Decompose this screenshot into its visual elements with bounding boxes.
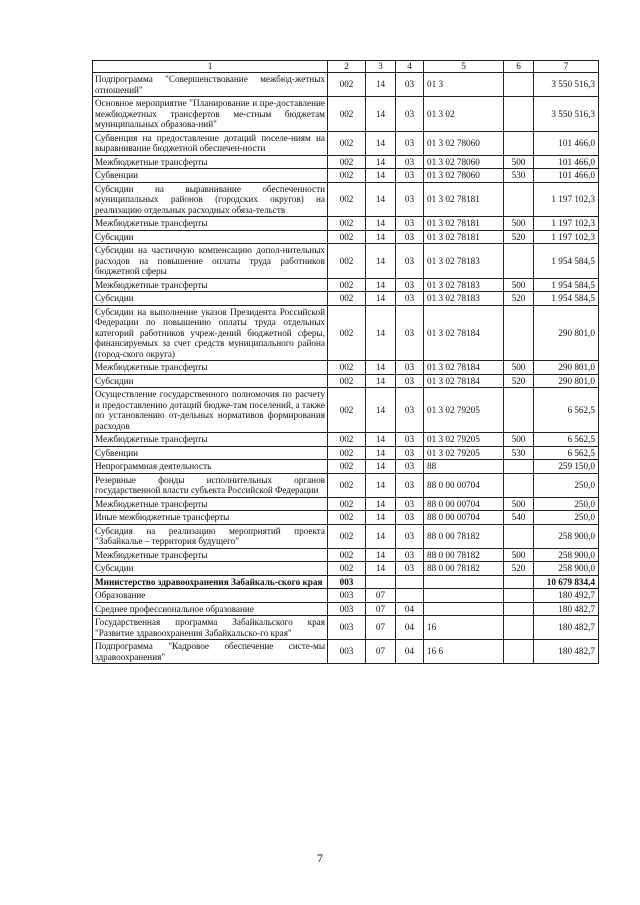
- cell-subsection: 03: [396, 524, 424, 548]
- cell-section: 14: [366, 182, 396, 217]
- cell-ministry-code: 002: [328, 562, 366, 576]
- cell-ministry-code: 002: [328, 73, 366, 97]
- cell-name: Среднее профессиональное образование: [93, 602, 328, 616]
- cell-ministry-code: 002: [328, 244, 366, 279]
- cell-amount: 250,0: [534, 497, 599, 511]
- cell-subsection: 03: [396, 217, 424, 231]
- table-row: [93, 640, 599, 664]
- cell-amount: 1 954 584,5: [534, 292, 599, 306]
- cell-ministry-code: 002: [328, 361, 366, 375]
- cell-amount: 250,0: [534, 473, 599, 497]
- cell-name: Субсидии на выравнивание обеспеченности муниципальных районов (городских округов) на реализацию отдельных расходных обяза-тельств: [93, 182, 328, 217]
- cell-ministry-code: 002: [328, 433, 366, 447]
- cell-target-article: 88 0 00 78182: [424, 548, 504, 562]
- cell-ministry-code: 002: [328, 278, 366, 292]
- cell-ministry-code: 002: [328, 511, 366, 525]
- cell-target-article: 88 0 00 00704: [424, 497, 504, 511]
- table-body: [93, 73, 599, 664]
- cell-expense-type: 540: [504, 511, 534, 525]
- cell-section: 14: [366, 97, 396, 132]
- cell-target-article: 01 3 02 78184: [424, 305, 504, 361]
- cell-subsection: 03: [396, 548, 424, 562]
- cell-amount: 1 197 102,3: [534, 217, 599, 231]
- table-row: [93, 473, 599, 497]
- cell-amount: 180 482,7: [534, 602, 599, 616]
- cell-name: Осуществление государственного полномочия по расчету и предоставлению дотаций бюдже-там поселений, а также по установлению от-дельных нормативов формирования расходов: [93, 388, 328, 433]
- cell-target-article: 01 3 02 79205: [424, 433, 504, 447]
- cell-expense-type: [504, 473, 534, 497]
- cell-section: 14: [366, 169, 396, 183]
- cell-expense-type: [504, 616, 534, 640]
- cell-amount: 1 197 102,3: [534, 230, 599, 244]
- cell-target-article: 01 3 02 78181: [424, 182, 504, 217]
- cell-name: Межбюджетные трансферты: [93, 361, 328, 375]
- cell-ministry-code: 002: [328, 169, 366, 183]
- cell-amount: 3 550 516,3: [534, 73, 599, 97]
- cell-ministry-code: 002: [328, 230, 366, 244]
- cell-target-article: 01 3 02 78060: [424, 169, 504, 183]
- cell-expense-type: [504, 460, 534, 474]
- cell-name: Субсидии: [93, 230, 328, 244]
- cell-section: 14: [366, 497, 396, 511]
- cell-subsection: 03: [396, 473, 424, 497]
- cell-ministry-code: 002: [328, 473, 366, 497]
- cell-target-article: 01 3 02 78184: [424, 374, 504, 388]
- table-row: [93, 131, 599, 155]
- cell-ministry-code: 002: [328, 524, 366, 548]
- cell-name: Субсидии: [93, 374, 328, 388]
- cell-name: Субвенции: [93, 446, 328, 460]
- cell-name: Субсидии на выполнение указов Президента Российской Федерации по повышению оплаты труда отдельных категорий работников учреж-дений бюджетной сферы, финансируемых за счет средств муниципального района (город-ского округа): [93, 305, 328, 361]
- cell-expense-type: 500: [504, 155, 534, 169]
- cell-name: Непрограммная деятельность: [93, 460, 328, 474]
- cell-target-article: 16: [424, 616, 504, 640]
- cell-expense-type: [504, 575, 534, 589]
- cell-section: 07: [366, 616, 396, 640]
- cell-name: Государственная программа Забайкальского края "Развитие здравоохранения Забайкальско-го края": [93, 616, 328, 640]
- cell-amount: 180 482,7: [534, 616, 599, 640]
- cell-target-article: 01 3 02 78181: [424, 230, 504, 244]
- cell-section: 14: [366, 446, 396, 460]
- cell-subsection: 03: [396, 511, 424, 525]
- cell-ministry-code: 003: [328, 616, 366, 640]
- cell-name: Субвенция на предоставление дотаций поселе-ниям на выравнивание бюджетной обеспечен-ности: [93, 131, 328, 155]
- cell-ministry-code: 002: [328, 131, 366, 155]
- cell-expense-type: [504, 589, 534, 603]
- cell-section: 14: [366, 361, 396, 375]
- cell-name: Межбюджетные трансферты: [93, 278, 328, 292]
- table-row: [93, 217, 599, 231]
- table-header-row: [93, 61, 599, 73]
- header-col-1: 1: [93, 61, 328, 73]
- cell-amount: 1 954 584,5: [534, 244, 599, 279]
- cell-amount: 250,0: [534, 511, 599, 525]
- cell-subsection: 03: [396, 497, 424, 511]
- cell-section: 14: [366, 524, 396, 548]
- cell-target-article: 01 3 02 78183: [424, 292, 504, 306]
- cell-target-article: [424, 589, 504, 603]
- cell-name: Резервные фонды исполнительных органов государственной власти субъекта Российской Федерации: [93, 473, 328, 497]
- cell-ministry-code: 002: [328, 374, 366, 388]
- cell-name: Межбюджетные трансферты: [93, 217, 328, 231]
- cell-amount: 258 900,0: [534, 562, 599, 576]
- cell-name: Межбюджетные трансферты: [93, 497, 328, 511]
- cell-section: 14: [366, 155, 396, 169]
- cell-name: Субсидии на частичную компенсацию допол-нительных расходов на повышение оплаты труда работников бюджетной сферы: [93, 244, 328, 279]
- cell-amount: 180 482,7: [534, 640, 599, 664]
- cell-expense-type: [504, 131, 534, 155]
- table-row: [93, 388, 599, 433]
- table-row: [93, 182, 599, 217]
- cell-amount: 290 801,0: [534, 305, 599, 361]
- table-row: [93, 73, 599, 97]
- cell-amount: 258 900,0: [534, 524, 599, 548]
- cell-ministry-code: 002: [328, 388, 366, 433]
- cell-target-article: 01 3: [424, 73, 504, 97]
- cell-name: Подпрограмма "Кадровое обеспечение систе-мы здравоохранения": [93, 640, 328, 664]
- cell-subsection: 04: [396, 640, 424, 664]
- cell-amount: 259 150,0: [534, 460, 599, 474]
- cell-subsection: 03: [396, 97, 424, 132]
- cell-amount: 6 562,5: [534, 433, 599, 447]
- cell-amount: 101 466,0: [534, 169, 599, 183]
- cell-subsection: 03: [396, 73, 424, 97]
- cell-section: 07: [366, 640, 396, 664]
- cell-subsection: 03: [396, 305, 424, 361]
- cell-name: Субсидии: [93, 562, 328, 576]
- cell-name: Межбюджетные трансферты: [93, 433, 328, 447]
- cell-expense-type: [504, 640, 534, 664]
- table-row: [93, 230, 599, 244]
- cell-ministry-code: 003: [328, 589, 366, 603]
- cell-section: 14: [366, 292, 396, 306]
- table-row: [93, 589, 599, 603]
- cell-section: 14: [366, 131, 396, 155]
- table-row: [93, 305, 599, 361]
- cell-expense-type: [504, 524, 534, 548]
- table-row: [93, 97, 599, 132]
- cell-target-article: 01 3 02 78183: [424, 278, 504, 292]
- cell-target-article: 01 3 02 78183: [424, 244, 504, 279]
- cell-target-article: [424, 602, 504, 616]
- cell-amount: 6 562,5: [534, 446, 599, 460]
- cell-expense-type: 500: [504, 497, 534, 511]
- cell-subsection: 03: [396, 230, 424, 244]
- cell-amount: 258 900,0: [534, 548, 599, 562]
- cell-section: 14: [366, 230, 396, 244]
- cell-name: Иные межбюджетные трансферты: [93, 511, 328, 525]
- cell-section: 14: [366, 388, 396, 433]
- table-row: [93, 511, 599, 525]
- header-col-3: 3: [366, 61, 396, 73]
- cell-subsection: 03: [396, 292, 424, 306]
- cell-ministry-code: 002: [328, 446, 366, 460]
- cell-section: [366, 575, 396, 589]
- header-col-5: 5: [424, 61, 504, 73]
- cell-expense-type: 530: [504, 169, 534, 183]
- cell-target-article: 16 6: [424, 640, 504, 664]
- cell-ministry-code: 002: [328, 460, 366, 474]
- cell-ministry-code: 002: [328, 155, 366, 169]
- cell-ministry-code: 003: [328, 602, 366, 616]
- cell-subsection: 04: [396, 602, 424, 616]
- cell-expense-type: 520: [504, 562, 534, 576]
- cell-name: Межбюджетные трансферты: [93, 548, 328, 562]
- cell-expense-type: 520: [504, 292, 534, 306]
- header-col-4: 4: [396, 61, 424, 73]
- cell-subsection: [396, 589, 424, 603]
- cell-ministry-code: 002: [328, 548, 366, 562]
- cell-target-article: 88 0 00 78182: [424, 524, 504, 548]
- cell-amount: 290 801,0: [534, 374, 599, 388]
- cell-name: Министерство здравоохранения Забайкаль-ского края: [93, 575, 328, 589]
- header-col-6: 6: [504, 61, 534, 73]
- table-row: [93, 602, 599, 616]
- cell-target-article: 01 3 02: [424, 97, 504, 132]
- cell-name: Межбюджетные трансферты: [93, 155, 328, 169]
- cell-name: Образование: [93, 589, 328, 603]
- header-col-2: 2: [328, 61, 366, 73]
- table-row: [93, 169, 599, 183]
- cell-target-article: 01 3 02 78184: [424, 361, 504, 375]
- cell-subsection: 04: [396, 616, 424, 640]
- cell-expense-type: [504, 388, 534, 433]
- cell-target-article: 01 3 02 78060: [424, 155, 504, 169]
- cell-amount: 1 954 584,5: [534, 278, 599, 292]
- page-number: 7: [317, 851, 323, 865]
- cell-subsection: 03: [396, 374, 424, 388]
- table-row: [93, 155, 599, 169]
- cell-amount: 180 492,7: [534, 589, 599, 603]
- table-row: [93, 446, 599, 460]
- cell-ministry-code: 002: [328, 217, 366, 231]
- cell-ministry-code: 002: [328, 182, 366, 217]
- cell-target-article: 01 3 02 79205: [424, 388, 504, 433]
- cell-subsection: [396, 575, 424, 589]
- cell-ministry-code: 002: [328, 292, 366, 306]
- cell-subsection: 03: [396, 460, 424, 474]
- cell-subsection: 03: [396, 361, 424, 375]
- cell-section: 14: [366, 278, 396, 292]
- cell-expense-type: 530: [504, 446, 534, 460]
- cell-ministry-code: 003: [328, 575, 366, 589]
- table-row: [93, 575, 599, 589]
- cell-expense-type: [504, 182, 534, 217]
- table-row: [93, 548, 599, 562]
- cell-section: 14: [366, 562, 396, 576]
- cell-expense-type: 500: [504, 361, 534, 375]
- cell-subsection: 03: [396, 388, 424, 433]
- table-row: [93, 497, 599, 511]
- cell-subsection: 03: [396, 155, 424, 169]
- budget-table: [92, 60, 599, 664]
- cell-target-article: 01 3 02 79205: [424, 446, 504, 460]
- table-row: [93, 244, 599, 279]
- cell-section: 14: [366, 244, 396, 279]
- cell-section: 14: [366, 548, 396, 562]
- cell-name: Субсидии: [93, 292, 328, 306]
- cell-section: 14: [366, 473, 396, 497]
- table-row: [93, 278, 599, 292]
- table-row: [93, 616, 599, 640]
- cell-target-article: 01 3 02 78060: [424, 131, 504, 155]
- cell-subsection: 03: [396, 169, 424, 183]
- table-row: [93, 292, 599, 306]
- cell-section: 14: [366, 305, 396, 361]
- table-row: [93, 433, 599, 447]
- cell-section: 07: [366, 589, 396, 603]
- cell-section: 14: [366, 73, 396, 97]
- cell-ministry-code: 003: [328, 640, 366, 664]
- header-col-7: 7: [534, 61, 599, 73]
- cell-amount: 3 550 516,3: [534, 97, 599, 132]
- cell-section: 14: [366, 460, 396, 474]
- cell-subsection: 03: [396, 562, 424, 576]
- cell-target-article: 88 0 00 00704: [424, 511, 504, 525]
- cell-target-article: [424, 575, 504, 589]
- cell-amount: 101 466,0: [534, 131, 599, 155]
- cell-expense-type: [504, 73, 534, 97]
- cell-expense-type: 500: [504, 278, 534, 292]
- cell-subsection: 03: [396, 244, 424, 279]
- cell-expense-type: 500: [504, 433, 534, 447]
- cell-subsection: 03: [396, 433, 424, 447]
- cell-subsection: 03: [396, 131, 424, 155]
- table-row: [93, 361, 599, 375]
- cell-subsection: 03: [396, 182, 424, 217]
- cell-target-article: 88 0 00 78182: [424, 562, 504, 576]
- cell-section: 14: [366, 374, 396, 388]
- cell-amount: 10 679 834,4: [534, 575, 599, 589]
- cell-name: Основное мероприятие "Планирование и пре-доставление межбюджетных трансфертов ме-стным бюджетам муниципальных образова-ний": [93, 97, 328, 132]
- cell-section: 14: [366, 433, 396, 447]
- cell-expense-type: [504, 305, 534, 361]
- cell-target-article: 01 3 02 78181: [424, 217, 504, 231]
- cell-ministry-code: 002: [328, 97, 366, 132]
- cell-target-article: 88: [424, 460, 504, 474]
- cell-section: 14: [366, 217, 396, 231]
- cell-ministry-code: 002: [328, 497, 366, 511]
- cell-expense-type: 500: [504, 548, 534, 562]
- cell-amount: 290 801,0: [534, 361, 599, 375]
- cell-name: Подпрограмма "Совершенствование межбюд-жетных отношений": [93, 73, 328, 97]
- cell-subsection: 03: [396, 278, 424, 292]
- cell-ministry-code: 002: [328, 305, 366, 361]
- cell-amount: 6 562,5: [534, 388, 599, 433]
- cell-expense-type: 500: [504, 217, 534, 231]
- cell-expense-type: [504, 97, 534, 132]
- cell-name: Субсидия на реализацию мероприятий проекта "Забайкалье – территория будущего": [93, 524, 328, 548]
- cell-amount: 101 466,0: [534, 155, 599, 169]
- table-row: [93, 524, 599, 548]
- cell-section: 07: [366, 602, 396, 616]
- cell-expense-type: [504, 244, 534, 279]
- cell-expense-type: 520: [504, 374, 534, 388]
- cell-expense-type: [504, 602, 534, 616]
- cell-section: 14: [366, 511, 396, 525]
- cell-subsection: 03: [396, 446, 424, 460]
- table-row: [93, 562, 599, 576]
- cell-name: Субвенции: [93, 169, 328, 183]
- cell-target-article: 88 0 00 00704: [424, 473, 504, 497]
- table-row: [93, 374, 599, 388]
- cell-expense-type: 520: [504, 230, 534, 244]
- cell-amount: 1 197 102,3: [534, 182, 599, 217]
- table-row: [93, 460, 599, 474]
